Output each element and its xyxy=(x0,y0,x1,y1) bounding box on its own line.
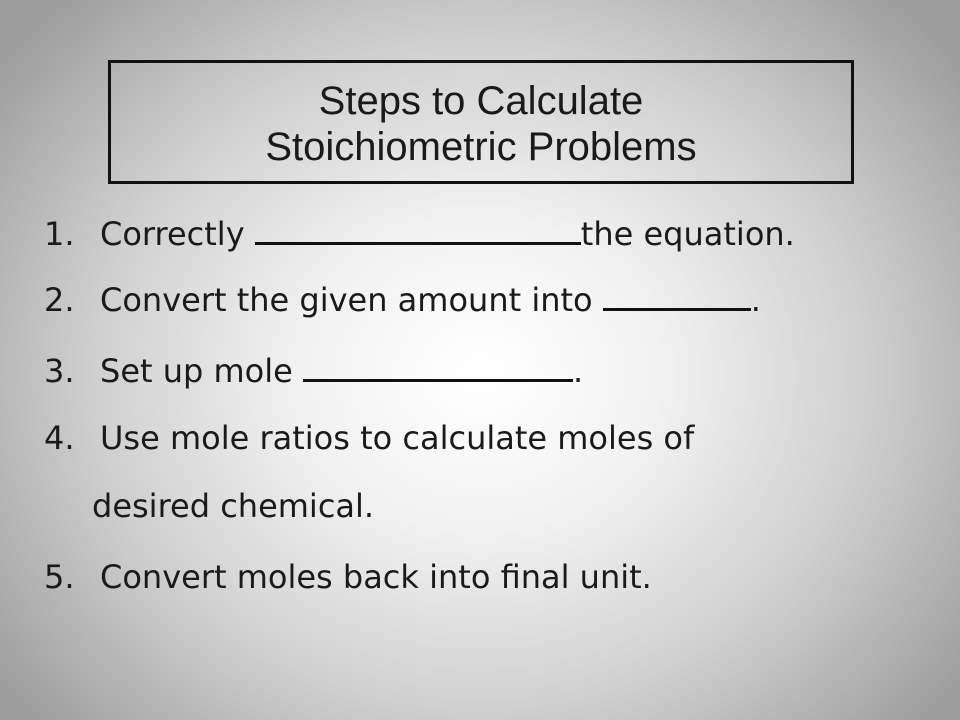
fill-in-blank xyxy=(603,278,751,311)
step-text: Use mole ratios to calculate moles of xyxy=(100,419,695,457)
title-box xyxy=(108,60,854,184)
step-text: . xyxy=(750,281,761,319)
step-text: Set up mole xyxy=(100,352,293,390)
step-text: Convert the given amount into xyxy=(100,281,593,319)
step-4-continuation: desired chemical. xyxy=(92,487,375,525)
step-number: 5. xyxy=(44,558,75,596)
step-number: 1. xyxy=(44,215,75,253)
step-4 xyxy=(44,418,694,458)
title-line-1: Steps to Calculate xyxy=(318,79,644,123)
step-2 xyxy=(44,278,761,320)
title-line-2: Stoichiometric Problems xyxy=(265,125,697,169)
fill-in-blank xyxy=(255,212,581,245)
step-number: 4. xyxy=(44,419,75,457)
step-number: 2. xyxy=(44,281,75,319)
step-text: the equation. xyxy=(580,215,795,253)
step-text: Convert moles back into final unit. xyxy=(100,558,652,596)
step-5 xyxy=(44,557,652,597)
step-1 xyxy=(44,212,795,254)
step-3 xyxy=(44,349,583,391)
step-text: . xyxy=(572,352,584,390)
fill-in-blank xyxy=(303,349,573,382)
step-text: Correctly xyxy=(100,215,245,253)
step-number: 3. xyxy=(44,352,75,390)
